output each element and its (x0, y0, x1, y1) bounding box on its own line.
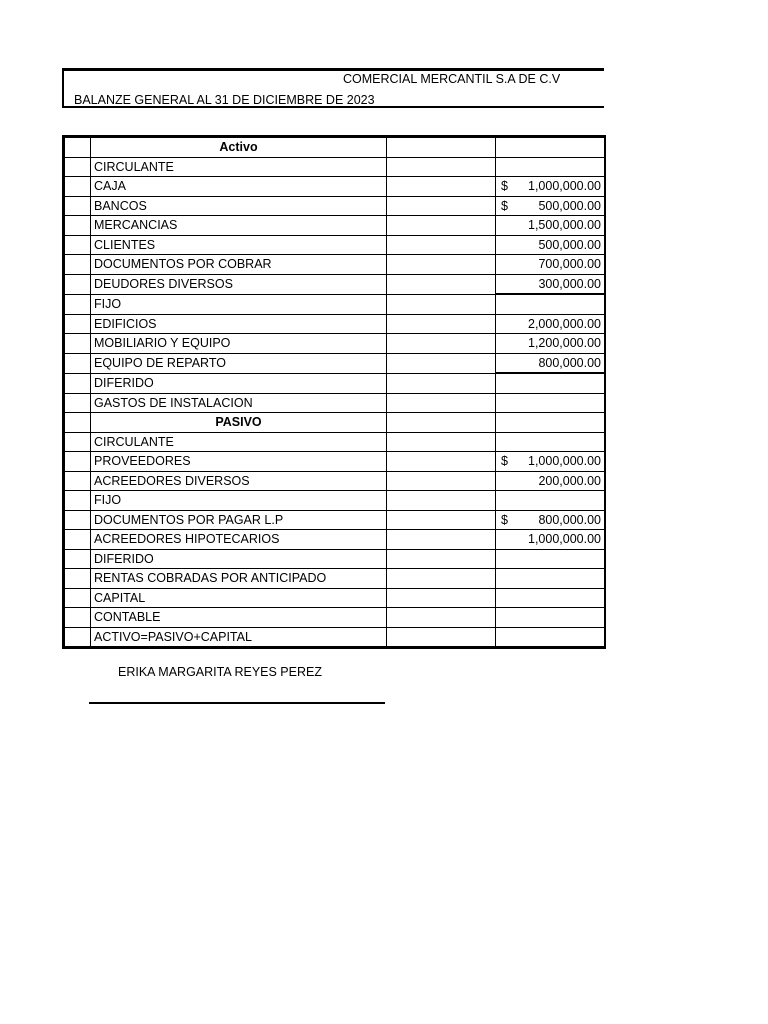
empty-cell (387, 452, 496, 472)
account-label: PASIVO (91, 413, 387, 433)
account-label: CIRCULANTE (91, 432, 387, 452)
amount-cell (496, 157, 606, 177)
account-label: CLIENTES (91, 235, 387, 255)
amount-cell (496, 373, 606, 393)
table-row (64, 608, 606, 628)
row-marker-cell (64, 314, 91, 334)
amount-value: 1,500,000.00 (528, 218, 601, 233)
account-label: DOCUMENTOS POR PAGAR L.P (91, 510, 387, 530)
row-marker-cell (64, 491, 91, 511)
row-marker-cell (64, 432, 91, 452)
amount-value: 300,000.00 (538, 276, 601, 291)
table-row (64, 177, 606, 197)
row-marker-cell (64, 530, 91, 550)
empty-cell (387, 216, 496, 236)
row-marker-cell (64, 235, 91, 255)
table-row (64, 627, 606, 648)
account-label: CAJA (91, 177, 387, 197)
balance-sheet-body (64, 137, 606, 648)
table-row (64, 373, 606, 393)
row-marker-cell (64, 588, 91, 608)
table-row (64, 137, 606, 158)
account-label: GASTOS DE INSTALACION (91, 393, 387, 413)
account-label: ACTIVO=PASIVO+CAPITAL (91, 627, 387, 648)
empty-cell (387, 294, 496, 314)
row-marker-cell (64, 137, 91, 158)
table-row (64, 530, 606, 550)
empty-cell (387, 432, 496, 452)
amount-cell (496, 196, 606, 216)
account-label: DEUDORES DIVERSOS (91, 274, 387, 294)
amount-cell (496, 491, 606, 511)
table-row (64, 569, 606, 589)
empty-cell (387, 608, 496, 628)
row-marker-cell (64, 608, 91, 628)
empty-cell (387, 334, 496, 354)
empty-cell (387, 196, 496, 216)
row-marker-cell (64, 510, 91, 530)
empty-cell (387, 274, 496, 294)
amount-value: 800,000.00 (538, 355, 601, 370)
company-name: COMERCIAL MERCANTIL S.A DE C.V (343, 72, 561, 86)
row-marker-cell (64, 177, 91, 197)
amount-cell (496, 255, 606, 275)
table-row (64, 588, 606, 608)
amount-cell (496, 177, 606, 197)
currency-symbol: $ (501, 179, 508, 193)
empty-cell (387, 569, 496, 589)
row-marker-cell (64, 569, 91, 589)
amount-cell (496, 452, 606, 472)
table-row (64, 452, 606, 472)
table-row (64, 157, 606, 177)
account-label: CAPITAL (91, 588, 387, 608)
table-row (64, 510, 606, 530)
empty-cell (387, 549, 496, 569)
empty-cell (387, 530, 496, 550)
amount-value: 1,000,000.00 (528, 454, 601, 469)
row-marker-cell (64, 294, 91, 314)
account-label: ACREEDORES DIVERSOS (91, 471, 387, 491)
empty-cell (387, 373, 496, 393)
empty-cell (387, 177, 496, 197)
table-row (64, 255, 606, 275)
table-row (64, 413, 606, 433)
account-label: Activo (91, 137, 387, 158)
empty-cell (387, 255, 496, 275)
table-row (64, 334, 606, 354)
amount-cell (496, 294, 606, 314)
amount-value: 1,200,000.00 (528, 336, 601, 351)
empty-cell (387, 157, 496, 177)
empty-cell (387, 393, 496, 413)
table-row (64, 432, 606, 452)
empty-cell (387, 471, 496, 491)
table-row (64, 216, 606, 236)
amount-cell (496, 353, 606, 373)
table-row (64, 471, 606, 491)
empty-cell (387, 491, 496, 511)
empty-cell (387, 314, 496, 334)
empty-cell (387, 353, 496, 373)
amount-cell (496, 334, 606, 354)
row-marker-cell (64, 471, 91, 491)
amount-cell (496, 569, 606, 589)
row-marker-cell (64, 255, 91, 275)
currency-symbol: $ (501, 454, 508, 468)
amount-cell (496, 216, 606, 236)
table-row (64, 393, 606, 413)
amount-cell (496, 588, 606, 608)
account-label: FIJO (91, 491, 387, 511)
row-marker-cell (64, 274, 91, 294)
row-marker-cell (64, 627, 91, 648)
table-row (64, 549, 606, 569)
table-row (64, 196, 606, 216)
currency-symbol: $ (501, 198, 508, 213)
amount-cell (496, 432, 606, 452)
account-label: PROVEEDORES (91, 452, 387, 472)
row-marker-cell (64, 452, 91, 472)
row-marker-cell (64, 413, 91, 433)
account-label: MOBILIARIO Y EQUIPO (91, 334, 387, 354)
table-row (64, 235, 606, 255)
account-label: DIFERIDO (91, 549, 387, 569)
empty-cell (387, 627, 496, 648)
row-marker-cell (64, 393, 91, 413)
empty-cell (387, 413, 496, 433)
amount-value: 700,000.00 (538, 257, 601, 272)
amount-cell (496, 627, 606, 648)
row-marker-cell (64, 196, 91, 216)
currency-symbol: $ (501, 512, 508, 527)
row-marker-cell (64, 549, 91, 569)
empty-cell (387, 235, 496, 255)
account-label: RENTAS COBRADAS POR ANTICIPADO (91, 569, 387, 589)
report-header (62, 68, 604, 108)
row-marker-cell (64, 216, 91, 236)
empty-cell (387, 137, 496, 158)
account-label: EDIFICIOS (91, 314, 387, 334)
account-label: CONTABLE (91, 608, 387, 628)
balance-sheet-table (62, 135, 606, 649)
amount-cell (496, 530, 606, 550)
account-label: BANCOS (91, 196, 387, 216)
empty-cell (387, 510, 496, 530)
signature-name: ERIKA MARGARITA REYES PEREZ (118, 665, 322, 679)
account-label: DIFERIDO (91, 373, 387, 393)
amount-value: 800,000.00 (538, 512, 601, 527)
amount-cell (496, 413, 606, 433)
row-marker-cell (64, 353, 91, 373)
row-marker-cell (64, 334, 91, 354)
account-label: EQUIPO DE REPARTO (91, 353, 387, 373)
row-marker-cell (64, 157, 91, 177)
amount-cell (496, 608, 606, 628)
amount-value: 1,000,000.00 (528, 532, 601, 547)
table-row (64, 491, 606, 511)
signature-line (89, 702, 385, 704)
account-label: CIRCULANTE (91, 157, 387, 177)
amount-cell (496, 137, 606, 158)
account-label: ACREEDORES HIPOTECARIOS (91, 530, 387, 550)
account-label: DOCUMENTOS POR COBRAR (91, 255, 387, 275)
empty-cell (387, 588, 496, 608)
amount-cell (496, 510, 606, 530)
account-label: FIJO (91, 294, 387, 314)
table-row (64, 314, 606, 334)
amount-value: 500,000.00 (538, 198, 601, 213)
amount-value: 500,000.00 (538, 237, 601, 252)
report-subtitle: BALANZE GENERAL AL 31 DE DICIEMBRE DE 2023 (74, 93, 375, 107)
amount-value: 2,000,000.00 (528, 316, 601, 331)
table-row (64, 274, 606, 294)
table-row (64, 294, 606, 314)
table-row (64, 353, 606, 373)
row-marker-cell (64, 373, 91, 393)
amount-value: 1,000,000.00 (528, 179, 601, 194)
amount-cell (496, 314, 606, 334)
amount-cell (496, 471, 606, 491)
amount-cell (496, 235, 606, 255)
amount-cell (496, 274, 606, 294)
amount-value: 200,000.00 (538, 473, 601, 488)
amount-cell (496, 393, 606, 413)
account-label: MERCANCIAS (91, 216, 387, 236)
amount-cell (496, 549, 606, 569)
